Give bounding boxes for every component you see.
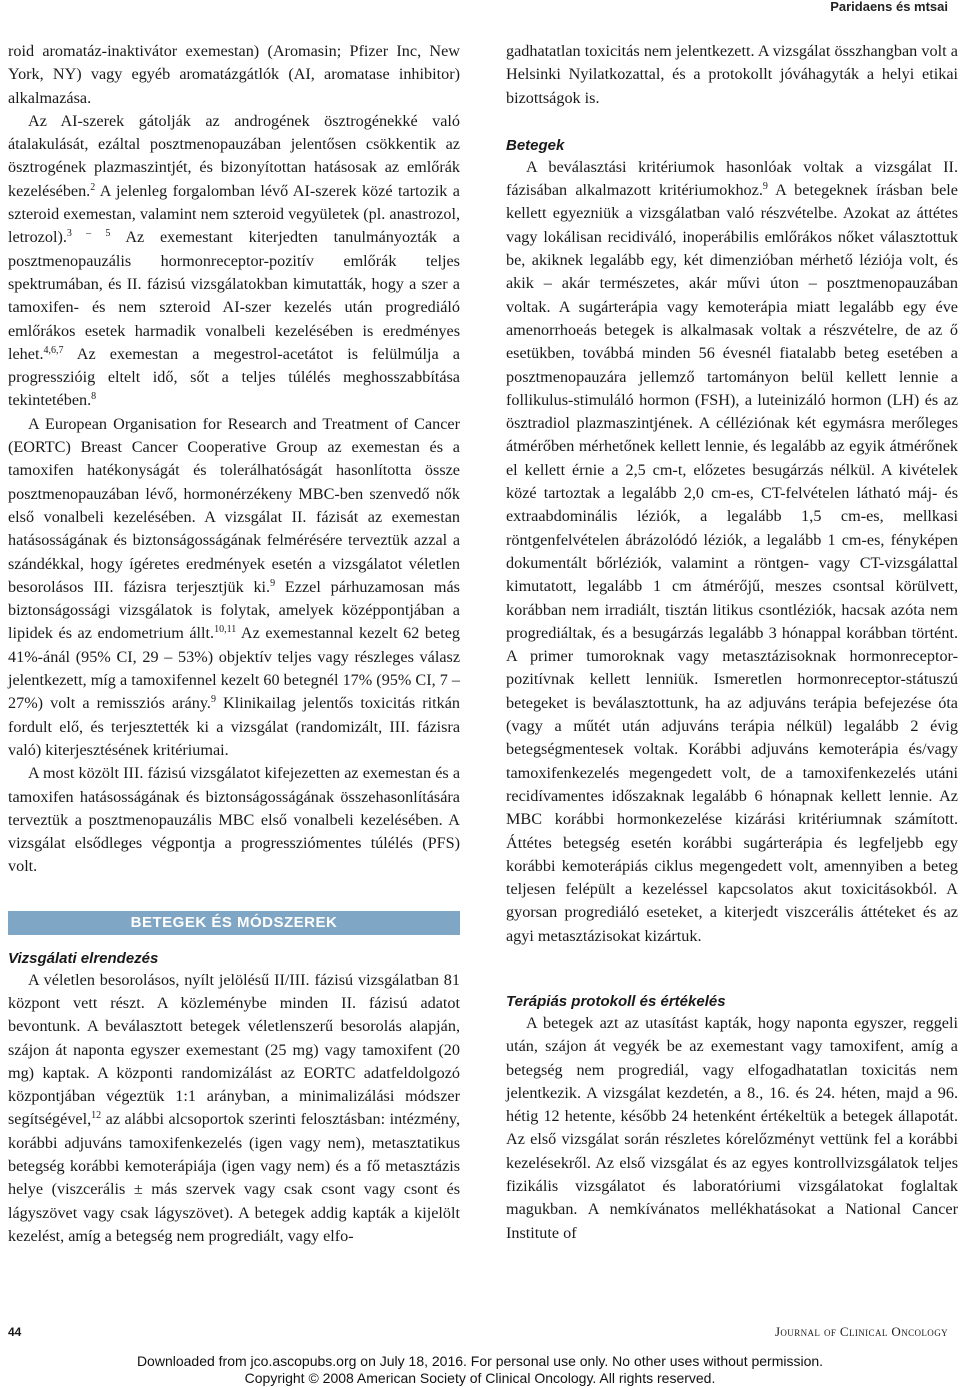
copyright-line: Copyright © 2008 American Society of Clinical Oncology. All rights reserved.: [244, 1370, 716, 1386]
paragraph: gadhatatlan toxicitás nem jelentkezett. A vizsgálat összhangban volt a Helsinki Nyilatkozattal, és a protokollt jóváhagyták a helyi etikai bizottságok is.: [506, 42, 958, 107]
running-header: Paridaens és mtsai: [830, 0, 948, 14]
reference-superscript: 10,11: [214, 624, 237, 636]
subsection-heading: Betegek: [506, 136, 565, 154]
download-notice: [0, 1353, 960, 1387]
paragraph: A European Organisation for Research and Treatment of Cancer (EORTC) Breast Cancer Cooperative Group az exemestan és a tamoxifen hatékonyságát és tolerálhatóságát hasonlította össze posztmenopauzában lévő, hormonérzékeny MBC-ben szenvedő nők első vonalbeli kezelésében. A vizsgálat II. fázisát az exemestan hatásosságának és biztonságosságának felmérésére terveztük azzal a szándékkal, hogy ígéretes eredmények esetén a vizsgálatot véletlen besorolásos III. fázisra terjesztjük ki.$^9$ Ezzel párhuzamosan más biztonságossági vizsgálatok is folytak, amelyek középpontjában a lipidek és az endometrium állt.$^{10,11}$ Az exemestannal kezelt 62 beteg 41%-ánál (95% CI, 29 – 53%) objektív teljes vagy részleges válasz jelentkezett, míg a tamoxifennel kezelt 60 betegnél 17% (95% CI, 7 – 27%) volt a remissziós arány.$^9$ Klinikailag jelentős toxicitás ritkán fordult elő, és terjesztették ki a vizsgálat (randomizált, III. fázisra való) kiterjesztésének kritériumai.: [8, 414, 460, 759]
paragraph: A beválasztási kritériumok hasonlóak voltak a vizsgálat II. fázisában alkalmazott kritériumokhoz.$^9$ A betegeknek írásban bele kellett egyezniük a vizsgálatban való részvételbe. Azokat az áttétes vagy lokálisan recidiváló, inoperábilis emlőrákos nőket választottuk be, akiknek legalább egy, két dimenzióban mérhető léziója volt, és akik – akár természetes, akár művi úton – posztmenopauzában voltak. A sugárterápia vagy kemoterápia miatt legalább egy éve amenorrhoeás betegek is alkalmasak voltak a részvételre, de az ő esetükben, továbbá minden 56 évesnél fiatalabb beteg esetében a posztmenopauzára jellemző tartományon belül kellett lennie a follikulus-stimuláló hormon (FSH), a luteinizáló hormon (LH) és az ösztradiol plazmaszintjének. A célléziónak két egymásra merőleges átmérőben mérhetőnek kellett lennie, és legalább az egyik átmérőnek el kellett érnie a 2,5 cm-t, előzetes besugárzás nélkül. A kivételek közé tartoztak a legalább 2,0 cm-es, CT-felvételen látható máj- és extraabdominális léziók, a legalább 1,5 cm-es, mellkasi röntgenfelvételen ábrázolódó léziók, a legalább 1 cm-es, fényképen dokumentált bőrléziók, valamint a röntgen- vagy CT-vizsgálattal kimutatott, legalább 1 cm átmérőjű, meszes csontsal körülvett, korábban nem irradiált, tisztán litikus csontléziók, hacsak azóta nem progrediáltak, és a besugárzás legalább 3 hónappal korábban történt. A primer tumoroknak vagy metasztázisoknak hormonreceptor-pozitívnak kellett lenniük. Ismeretlen hormonreceptor-státuszú betegeket is beválasztottunk, ha az adjuváns terápia befejezése óta (vagy a műtét után adjuváns terápia nélkül) legalább 2 évig betegségmentesek voltak. Korábbi adjuváns kemoterápia és/vagy tamoxifenkezelés megengedett volt, de a tamoxifenkezelés utáni recidívamentes időszaknak legalább 6 hónapnak kellett lennie. Az MBC korábbi hormonkezelése kizárási kritériumnak számított. Áttétes betegség esetén korábbi sugárterápia és legfeljebb egy korábbi kemoterápiás ciklus megengedett volt, amennyiben a beteg teljesen felépült a kezeléssel kapcsolatos akut toxicitásokból. A gyorsan progrediáló eseteket, a kiterjedt viszcerális áttéteket és az agyi metasztázisokat kizártuk.: [506, 157, 958, 945]
reference-superscript: 9: [210, 694, 216, 706]
reference-superscript: 8: [91, 391, 97, 403]
subsection-heading: Terápiás protokoll és értékelés: [506, 992, 726, 1010]
reference-superscript: 4,6,7: [43, 344, 64, 356]
paragraph: roid aromatáz-inaktivátor exemestan) (Aromasin; Pfizer Inc, New York, NY) vagy egyéb aromatázgátlók (AI, aromatase inhibitor) alkalmazása.: [8, 42, 460, 107]
reference-superscript: 3 – 5: [66, 228, 111, 240]
right-column: [506, 40, 958, 1245]
paragraph: A véletlen besorolásos, nyílt jelölésű II/III. fázisú vizsgálatban 81 központ vett részt. A közleménybe minden II. fázisú adatot bevontunk. A beválasztott betegek véletlenszerű besorolás alapján, szájon át naponta egyszer exemestant (25 mg) vagy tamoxifent (20 mg) kaptak. A központi randomizálást az EORTC adatfeldolgozó központjában végeztük 1:1 arányban, a minimalizálási módszer segítségével,$^{12}$ az alábbi alcsoportok szerinti felosztásban: intézmény, korábbi adjuváns tamoxifenkezelés (igen vagy nem), metasztatikus betegség korábbi kemoterápiája (igen vagy nem) és a fő metasztázis helye (viszcerális ± más szervek vagy csak csont vagy csont és lágyszövet vagy csak lágyszövet). A betegek addig kapták a kijelölt kezelést, amíg a betegség nem progrediált, vagy elfo-: [8, 970, 460, 1245]
reference-superscript: 12: [91, 1110, 102, 1122]
subsection-heading: Vizsgálati elrendezés: [8, 949, 159, 967]
section-heading: BETEGEK ÉS MÓDSZEREK: [8, 911, 460, 935]
download-line: Downloaded from jco.ascopubs.org on July 18, 2016. For personal use only. No other uses without permission.: [136, 1353, 824, 1369]
paragraph: Az AI-szerek gátolják az androgének ösztrogénekké való átalakulását, ezáltal posztmenopauzában jelentősen csökkentik az ösztrogének plazmaszintjét, és bizonyítottan hatásosak az emlőrák kezelésében.$^2$ A jelenleg forgalomban lévő AI-szerek közé tartozik a szteroid exemestan, valamint nem szteroid vegyületek (pl. anastrozol, letrozol).$^{3 - 5}$ Az exemestant kiterjedten tanulmányozták a posztmenopauzális hormonreceptor-pozitív emlőrák teljes spektrumában, és II. fázisú vizsgálatokban kimutatták, hogy a szer a tamoxifen- és nem szteroid AI-szer kezelés után progrediáló emlőrákos esetek harmadik vonalbeli kezelésében is eredményes lehet.$^{4,6,7}$ Az exemestan a megestrol-acetátot is felülmúlja a progresszióig eltelt idő, sőt a teljes túlélés meghosszabbítása tekintetében.$^8$: [8, 111, 460, 410]
reference-superscript: 9: [270, 577, 276, 589]
left-column: [8, 40, 460, 1248]
reference-superscript: 9: [762, 181, 768, 193]
journal-name: Journal of Clinical Oncology: [774, 1324, 948, 1339]
paragraph: A betegek azt az utasítást kapták, hogy naponta egyszer, reggeli után, szájon át vegyék be az exemestant vagy tamoxifent, amíg a betegség nem progrediál, vagy elfogadhatatlan toxicitás nem jelentkezik. A vizsgálat kezdetén, a 8., 16. és 24. héten, majd a 96. hétig 12 hetente, később 24 hetenként értékeltük a betegek állapotát. Az első vizsgálat során részletes kórelőzményt vettünk fel a korábbi kezelésekről. Az első vizsgálat és az egyes kontrollvizsgálatok teljes fizikális vizsgálatot és laboratóriumi vizsgálatokat foglaltak magukban. A nemkívánatos mellékhatásokat a National Cancer Institute of: [506, 1013, 958, 1242]
reference-superscript: 2: [90, 181, 96, 193]
page-number: 44: [8, 1325, 22, 1339]
paragraph: A most közölt III. fázisú vizsgálatot kifejezetten az exemestan és a tamoxifen hatásosságának és biztonságosságának összehasonlítására terveztük a posztmenopauzális MBC első vonalbeli kezelésében. A vizsgálat elsődleges végpontja a progressziómentes túlélés (PFS) volt.: [8, 764, 460, 876]
